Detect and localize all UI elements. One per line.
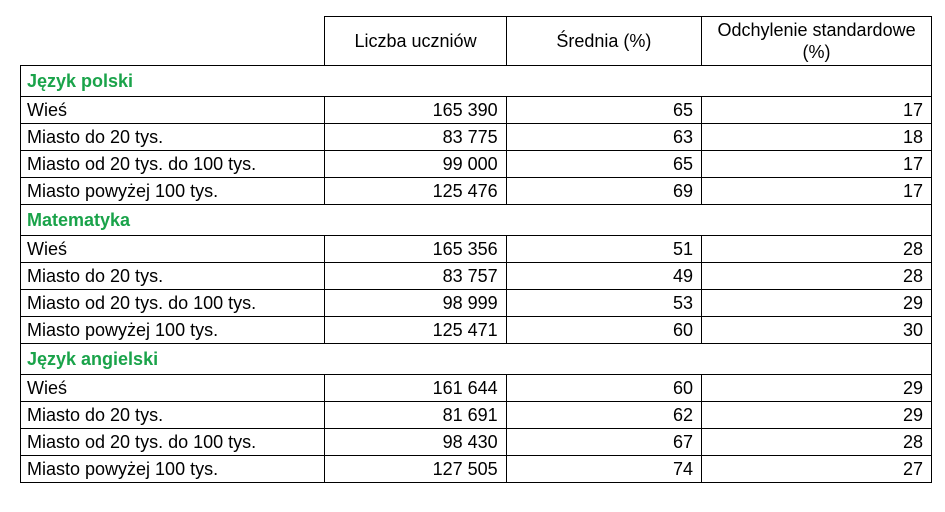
students-cell: 98 430 bbox=[325, 429, 506, 456]
header-mean: Średnia (%) bbox=[506, 17, 701, 66]
mean-cell: 60 bbox=[506, 375, 701, 402]
mean-cell: 65 bbox=[506, 151, 701, 178]
row-label: Miasto do 20 tys. bbox=[21, 263, 325, 290]
students-cell: 165 390 bbox=[325, 97, 506, 124]
mean-cell: 53 bbox=[506, 290, 701, 317]
mean-cell: 69 bbox=[506, 178, 701, 205]
row-label: Miasto do 20 tys. bbox=[21, 124, 325, 151]
row-label: Miasto do 20 tys. bbox=[21, 402, 325, 429]
sd-cell: 18 bbox=[702, 124, 932, 151]
sd-cell: 30 bbox=[702, 317, 932, 344]
sd-cell: 17 bbox=[702, 97, 932, 124]
sd-cell: 17 bbox=[702, 178, 932, 205]
students-cell: 81 691 bbox=[325, 402, 506, 429]
sd-cell: 28 bbox=[702, 236, 932, 263]
header-sd: Odchylenie standardowe (%) bbox=[702, 17, 932, 66]
table-header-row bbox=[21, 17, 932, 66]
sd-cell: 29 bbox=[702, 402, 932, 429]
section-row-polish bbox=[21, 66, 932, 97]
students-cell: 125 471 bbox=[325, 317, 506, 344]
students-cell: 125 476 bbox=[325, 178, 506, 205]
section-row-math bbox=[21, 205, 932, 236]
table-row bbox=[21, 124, 932, 151]
mean-cell: 60 bbox=[506, 317, 701, 344]
section-row-english bbox=[21, 344, 932, 375]
row-label: Wieś bbox=[21, 375, 325, 402]
row-label: Miasto powyżej 100 tys. bbox=[21, 178, 325, 205]
mean-cell: 49 bbox=[506, 263, 701, 290]
mean-cell: 74 bbox=[506, 456, 701, 483]
table-row bbox=[21, 429, 932, 456]
row-label: Wieś bbox=[21, 236, 325, 263]
table-row bbox=[21, 178, 932, 205]
row-label: Miasto powyżej 100 tys. bbox=[21, 317, 325, 344]
table-row bbox=[21, 402, 932, 429]
row-label: Miasto od 20 tys. do 100 tys. bbox=[21, 290, 325, 317]
table-row bbox=[21, 375, 932, 402]
table-row bbox=[21, 456, 932, 483]
table-row bbox=[21, 97, 932, 124]
mean-cell: 62 bbox=[506, 402, 701, 429]
students-cell: 99 000 bbox=[325, 151, 506, 178]
table-row bbox=[21, 290, 932, 317]
header-students: Liczba uczniów bbox=[325, 17, 506, 66]
students-cell: 98 999 bbox=[325, 290, 506, 317]
sd-cell: 28 bbox=[702, 429, 932, 456]
section-title: Język polski bbox=[21, 66, 932, 97]
students-cell: 127 505 bbox=[325, 456, 506, 483]
students-cell: 83 757 bbox=[325, 263, 506, 290]
table-row bbox=[21, 151, 932, 178]
sd-cell: 28 bbox=[702, 263, 932, 290]
section-title: Język angielski bbox=[21, 344, 932, 375]
mean-cell: 51 bbox=[506, 236, 701, 263]
header-blank-cell bbox=[21, 17, 325, 66]
row-label: Miasto powyżej 100 tys. bbox=[21, 456, 325, 483]
sd-cell: 27 bbox=[702, 456, 932, 483]
section-title: Matematyka bbox=[21, 205, 932, 236]
row-label: Miasto od 20 tys. do 100 tys. bbox=[21, 151, 325, 178]
mean-cell: 63 bbox=[506, 124, 701, 151]
sd-cell: 29 bbox=[702, 290, 932, 317]
sd-cell: 29 bbox=[702, 375, 932, 402]
table-row bbox=[21, 263, 932, 290]
table-row bbox=[21, 317, 932, 344]
mean-cell: 67 bbox=[506, 429, 701, 456]
students-cell: 165 356 bbox=[325, 236, 506, 263]
students-cell: 161 644 bbox=[325, 375, 506, 402]
results-table bbox=[20, 16, 932, 483]
table-row bbox=[21, 236, 932, 263]
mean-cell: 65 bbox=[506, 97, 701, 124]
sd-cell: 17 bbox=[702, 151, 932, 178]
students-cell: 83 775 bbox=[325, 124, 506, 151]
row-label: Wieś bbox=[21, 97, 325, 124]
row-label: Miasto od 20 tys. do 100 tys. bbox=[21, 429, 325, 456]
